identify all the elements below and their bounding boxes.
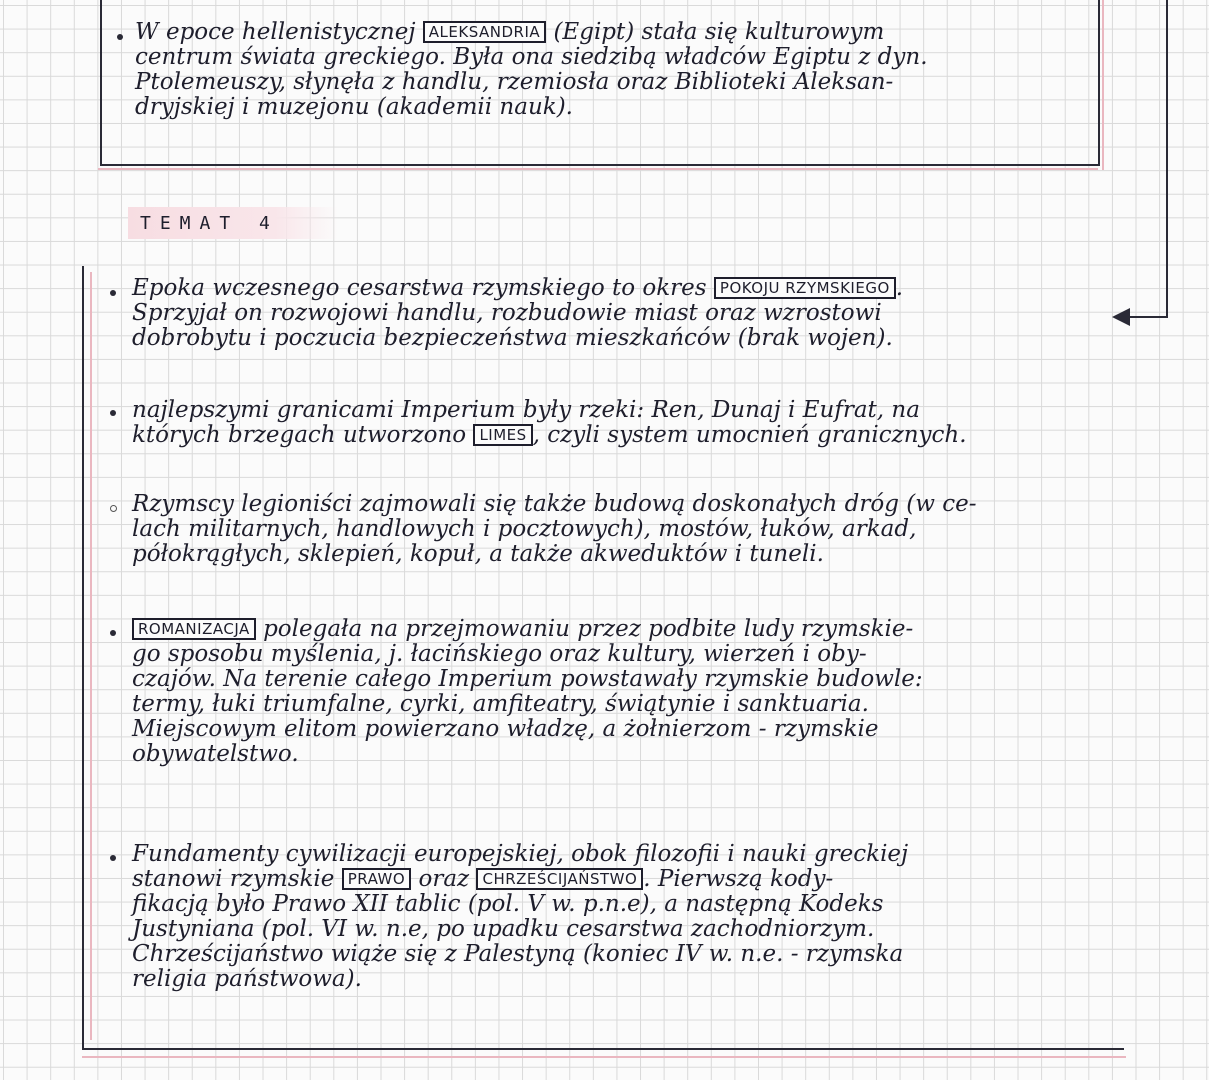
item-line: termy, łuki triumfalne, cyrki, amfiteatry, świątynie i sanktuaria. <box>132 691 869 717</box>
item-line: Sprzyjał on rozwojowi handlu, rozbudowie miast oraz wzrostowi <box>132 300 882 326</box>
item-line-text: polegała na przejmowaniu przez podbite ludy rzymskie- <box>263 616 914 642</box>
temat-heading-highlight <box>128 207 338 239</box>
top-note-bullet <box>117 34 123 40</box>
item-line: Rzymscy legioniści zajmowali się także budową doskonałych dróg (w ce- <box>132 491 977 517</box>
list-item-romanizacja <box>132 617 1092 767</box>
keyword-tag-pokoju-rzymskiego: POKOJU RZYMSKIEGO <box>714 277 896 299</box>
item-line <box>132 617 1092 642</box>
connector-arrow-line <box>1166 0 1168 318</box>
item-line <box>132 867 1107 892</box>
keyword-tag-limes: LIMES <box>473 424 532 446</box>
item-line-text: stanowi rzymskie <box>132 866 335 892</box>
item-line-text: Epoka wczesnego cesarstwa rzymskiego to okres <box>132 275 707 301</box>
item-line: najlepszymi granicami Imperium były rzeki: Ren, Dunaj i Eufrat, na <box>132 397 920 423</box>
item-line-text: , czyli system umocnień granicznych. <box>532 422 967 448</box>
top-note-line-1 <box>135 20 1085 45</box>
top-note-line-2: centrum świata greckiego. Była ona siedzibą władców Egiptu z dyn. <box>135 44 928 70</box>
top-note-line-1-a: W epoce hellenistycznej <box>135 19 416 45</box>
list-item-fundamenty <box>132 842 1107 992</box>
item-line-text: . Pierwszą kody- <box>643 866 834 892</box>
item-line-text: . <box>895 275 904 301</box>
item-line: fikacją było Prawo XII tablic (pol. V w. p.n.e), a następną Kodeks <box>132 891 884 917</box>
temat-heading: TEMAT 4 <box>140 213 279 234</box>
item-line-text: których brzegach utworzono <box>132 422 467 448</box>
top-note-pink-sideline <box>1102 0 1104 170</box>
item-bullet <box>110 630 116 636</box>
keyword-tag-romanizacja: ROMANIZACJA <box>132 618 256 640</box>
item-line: dobrobytu i poczucia bezpieczeństwa mieszkańców (brak wojen). <box>132 325 893 351</box>
item-line: religia państwowa). <box>132 966 362 992</box>
top-note-line-3: Ptolemeuszy, słynęła z handlu, rzemiosła oraz Biblioteki Aleksan- <box>135 69 894 95</box>
list-item-pax-romana <box>132 276 1092 351</box>
item-line: go sposobu myślenia, j. łacińskiego oraz kultury, wierzeń i oby- <box>132 641 867 667</box>
item-line <box>132 276 1092 301</box>
main-note-pink-sideline <box>90 272 92 1040</box>
item-line: lach militarnych, handlowych i pocztowych), mostów, łuków, arkad, <box>132 516 917 542</box>
top-note-line-1-b: (Egipt) stała się kulturowym <box>553 19 885 45</box>
item-bullet <box>110 410 116 416</box>
top-note-line-4: dryjskiej i muzejonu (akademii nauk). <box>135 94 573 120</box>
keyword-tag-chrzescijanstwo: CHRZEŚCIJAŃSTWO <box>476 868 643 890</box>
item-line: obywatelstwo. <box>132 741 299 767</box>
item-line-text: oraz <box>418 866 470 892</box>
item-bullet <box>110 290 116 296</box>
item-line: Chrześcijaństwo wiąże się z Palestyną (koniec IV w. n.e. - rzymska <box>132 941 904 967</box>
item-bullet <box>110 505 117 512</box>
list-item-roman-roads <box>132 492 1092 567</box>
connector-arrow-horizontal <box>1128 316 1168 318</box>
item-line: Fundamenty cywilizacji europejskiej, obok filozofii i nauki greckiej <box>132 841 909 867</box>
item-line: Justyniana (pol. VI w. n.e, po upadku cesarstwa zachodniorzym. <box>132 916 875 942</box>
item-line <box>132 423 1107 448</box>
item-line: półokrągłych, sklepień, kopuł, a także akweduktów i tuneli. <box>132 541 824 567</box>
item-line: Miejscowym elitom powierzano władzę, a żołnierzom - rzymskie <box>132 716 879 742</box>
main-note-pink-underline <box>82 1056 1126 1058</box>
item-line: czajów. Na terenie całego Imperium powstawały rzymskie budowle: <box>132 666 923 692</box>
list-item-limes <box>132 398 1107 448</box>
top-note-text <box>135 20 1085 120</box>
keyword-tag-prawo: PRAWO <box>342 868 411 890</box>
keyword-tag-aleksandria: ALEKSANDRIA <box>423 21 546 43</box>
item-bullet <box>110 855 116 861</box>
top-note-pink-underline <box>98 168 1098 170</box>
